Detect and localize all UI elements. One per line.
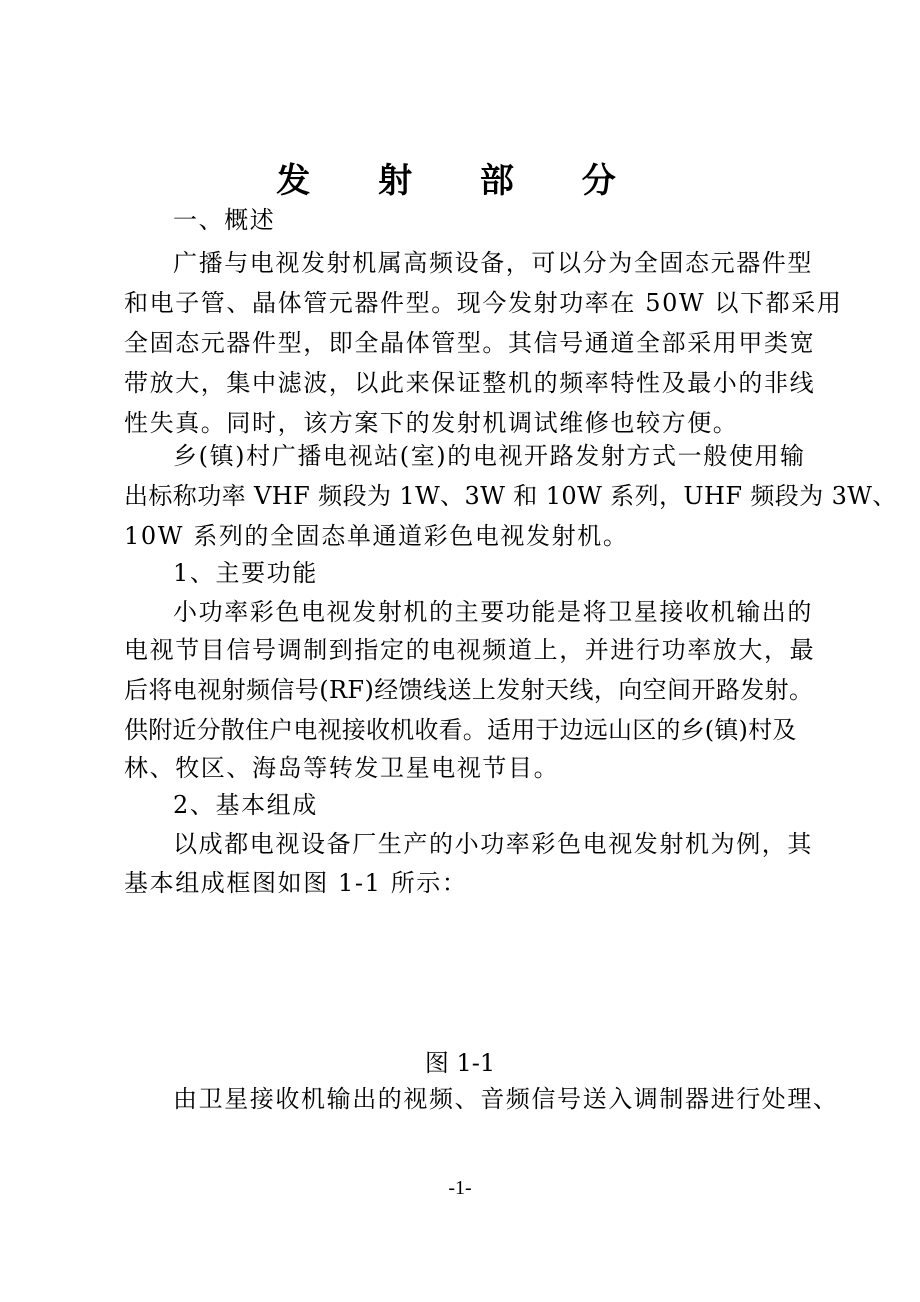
paragraph-line: 以成都电视设备厂生产的小功率彩色电视发射机为例，其 <box>173 830 813 858</box>
section-heading-main-functions: 1、主要功能 <box>173 559 318 587</box>
page-number: -1- <box>448 1177 472 1199</box>
paragraph-line: 基本组成框图如图 1-1 所示： <box>124 869 468 897</box>
paragraph-line: 广播与电视发射机属高频设备，可以分为全固态元器件型 <box>173 249 813 277</box>
paragraph-line: 供附近分散住户电视接收机收看。适用于边远山区的乡(镇)村及 <box>124 716 797 744</box>
paragraph-line: 性失真。同时，该方案下的发射机调试维修也较方便。 <box>124 409 739 437</box>
page-title: 发 射 部 分 <box>276 161 644 201</box>
paragraph-line: 全固态元器件型，即全晶体管型。其信号通道全部采用甲类宽 <box>124 329 816 357</box>
section-heading-overview: 一、概述 <box>173 206 276 234</box>
paragraph-line: 小功率彩色电视发射机的主要功能是将卫星接收机输出的 <box>173 598 813 626</box>
paragraph-line: 出标称功率 VHF 频段为 1W、3W 和 10W 系列，UHF 频段为 3W、 <box>124 482 897 510</box>
figure-caption: 图 1-1 <box>424 1049 496 1077</box>
paragraph-line: 带放大，集中滤波，以此来保证整机的频率特性及最小的非线 <box>124 369 816 397</box>
paragraph-line: 乡(镇)村广播电视站(室)的电视开路发射方式一般使用输 <box>173 442 806 470</box>
paragraph-line: 10W 系列的全固态单通道彩色电视发射机。 <box>124 522 629 550</box>
paragraph-line: 林、牧区、海岛等转发卫星电视节目。 <box>124 754 560 782</box>
paragraph-line: 电视节目信号调制到指定的电视频道上，并进行功率放大，最 <box>124 636 816 664</box>
paragraph-line: 和电子管、晶体管元器件型。现今发射功率在 50W 以下都采用 <box>124 289 843 317</box>
paragraph-line: 由卫星接收机输出的视频、音频信号送入调制器进行处理、 <box>173 1085 839 1113</box>
paragraph-line: 后将电视射频信号(RF)经馈线送上发射天线，向空间开路发射。 <box>124 676 814 704</box>
section-heading-basic-composition: 2、基本组成 <box>173 791 318 819</box>
